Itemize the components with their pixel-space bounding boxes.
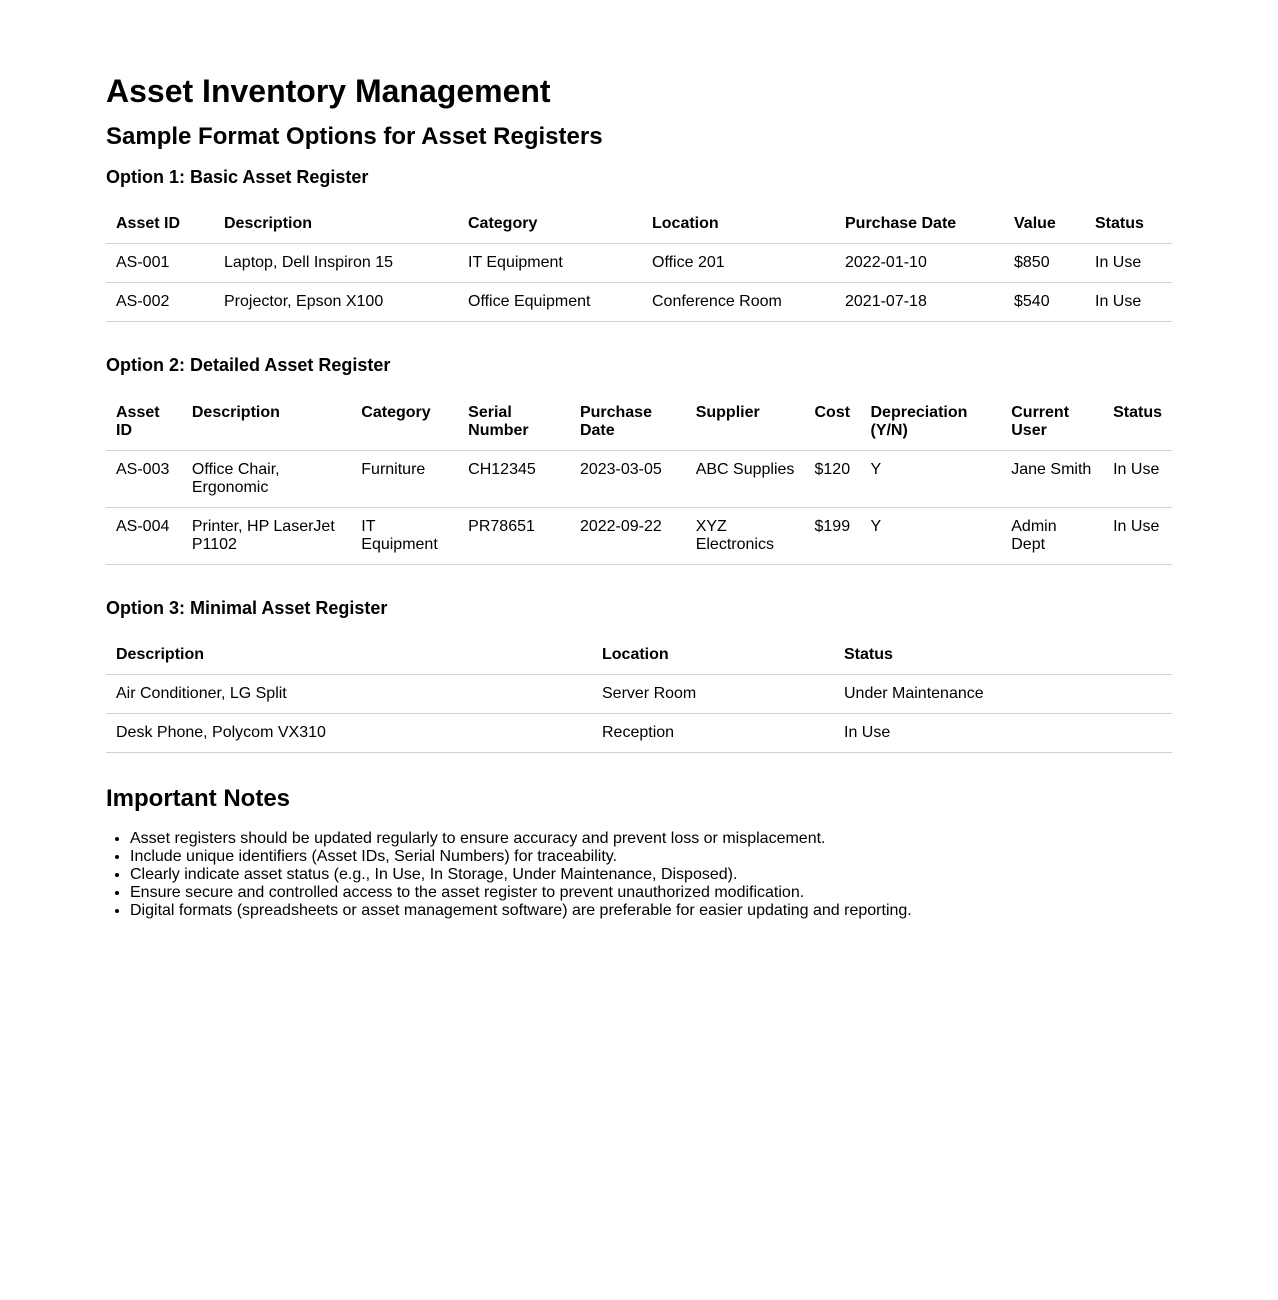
table-cell: $850 (1004, 244, 1085, 283)
basic-asset-register-table (106, 205, 1172, 322)
table-cell: Y (860, 507, 1001, 564)
column-header: Status (834, 636, 1172, 675)
column-header: Supplier (686, 394, 805, 451)
table-header-row (106, 394, 1172, 451)
option2-heading: Option 2: Detailed Asset Register (106, 355, 391, 376)
table-row (106, 244, 1172, 283)
table-cell: AS-003 (106, 450, 182, 507)
table-cell: AS-001 (106, 244, 214, 283)
column-header: Current User (1001, 394, 1103, 451)
column-header: Asset ID (106, 205, 214, 244)
table-cell: $199 (805, 507, 861, 564)
list-item: • Asset registers should be updated regularly to ensure accuracy and prevent loss or misplacement. (130, 830, 1172, 848)
column-header: Status (1103, 394, 1172, 451)
table-row (106, 675, 1172, 714)
column-header: Cost (805, 394, 861, 451)
table-row (106, 714, 1172, 753)
table-cell: Server Room (592, 675, 834, 714)
table-cell: Reception (592, 714, 834, 753)
list-item: • Clearly indicate asset status (e.g., In Use, In Storage, Under Maintenance, Disposed). (130, 866, 1172, 884)
table-cell: Under Maintenance (834, 675, 1172, 714)
column-header: Asset ID (106, 394, 182, 451)
table-cell: 2022-01-10 (835, 244, 1004, 283)
table-cell: Jane Smith (1001, 450, 1103, 507)
table-cell: $540 (1004, 283, 1085, 322)
column-header: Location (592, 636, 834, 675)
table-cell: Office Equipment (458, 283, 642, 322)
table-row (106, 283, 1172, 322)
notes-list (106, 830, 1172, 920)
table-cell: In Use (1103, 507, 1172, 564)
table-header-row (106, 205, 1172, 244)
table-row (106, 450, 1172, 507)
table-cell: Printer, HP LaserJet P1102 (182, 507, 351, 564)
table-cell: Laptop, Dell Inspiron 15 (214, 244, 458, 283)
table-cell: 2023-03-05 (570, 450, 686, 507)
column-header: Location (642, 205, 835, 244)
table-cell: $120 (805, 450, 861, 507)
column-header: Purchase Date (835, 205, 1004, 244)
page-subtitle: Sample Format Options for Asset Registers (106, 123, 603, 151)
table-cell: In Use (1085, 244, 1172, 283)
column-header: Description (214, 205, 458, 244)
column-header: Value (1004, 205, 1085, 244)
column-header: Description (106, 636, 592, 675)
table-cell: 2021-07-18 (835, 283, 1004, 322)
table-header-row (106, 636, 1172, 675)
table-cell: In Use (1103, 450, 1172, 507)
table-cell: Office 201 (642, 244, 835, 283)
column-header: Purchase Date (570, 394, 686, 451)
table-cell: PR78651 (458, 507, 570, 564)
table-cell: Y (860, 450, 1001, 507)
table-cell: Admin Dept (1001, 507, 1103, 564)
table-cell: ABC Supplies (686, 450, 805, 507)
table-cell: Conference Room (642, 283, 835, 322)
list-item: • Include unique identifiers (Asset IDs, Serial Numbers) for traceability. (130, 848, 1172, 866)
table-cell: CH12345 (458, 450, 570, 507)
table-cell: Office Chair, Ergonomic (182, 450, 351, 507)
table-cell: In Use (1085, 283, 1172, 322)
detailed-asset-register-table (106, 394, 1172, 565)
table-row (106, 507, 1172, 564)
column-header: Serial Number (458, 394, 570, 451)
table-cell: IT Equipment (351, 507, 458, 564)
table-cell: AS-002 (106, 283, 214, 322)
minimal-asset-register-table (106, 636, 1172, 753)
page-title: Asset Inventory Management (106, 73, 551, 109)
table-cell: In Use (834, 714, 1172, 753)
table-cell: Air Conditioner, LG Split (106, 675, 592, 714)
table-cell: Projector, Epson X100 (214, 283, 458, 322)
list-item: • Digital formats (spreadsheets or asset management software) are preferable for easier updating and reporting. (130, 902, 1172, 920)
column-header: Status (1085, 205, 1172, 244)
list-item: • Ensure secure and controlled access to the asset register to prevent unauthorized modification. (130, 884, 1172, 902)
table-cell: XYZ Electronics (686, 507, 805, 564)
column-header: Depreciation (Y/N) (860, 394, 1001, 451)
column-header: Category (458, 205, 642, 244)
table-cell: IT Equipment (458, 244, 642, 283)
table-cell: AS-004 (106, 507, 182, 564)
column-header: Description (182, 394, 351, 451)
column-header: Category (351, 394, 458, 451)
option3-heading: Option 3: Minimal Asset Register (106, 597, 388, 618)
option1-heading: Option 1: Basic Asset Register (106, 166, 369, 187)
table-cell: Furniture (351, 450, 458, 507)
table-cell: 2022-09-22 (570, 507, 686, 564)
table-cell: Desk Phone, Polycom VX310 (106, 714, 592, 753)
notes-heading: Important Notes (106, 785, 291, 813)
